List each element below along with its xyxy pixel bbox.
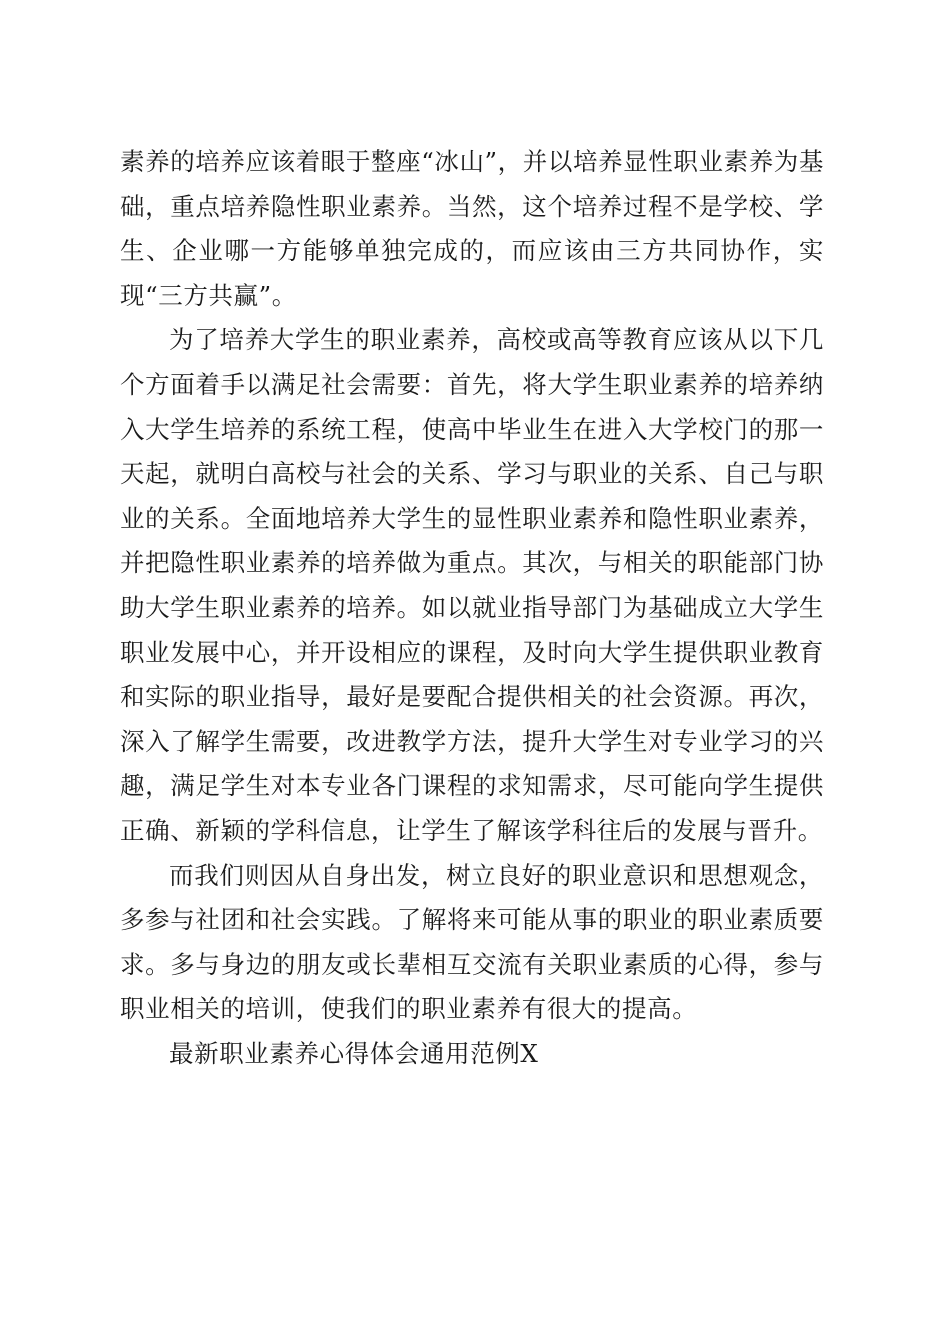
paragraph-self-improvement: 而我们则因从自身出发，树立良好的职业意识和思想观念，多参与社团和社会实践。了解将来可能从事的职业的职业素质要求。多与身边的朋友或长辈相互交流有关职业素质的心得，参与职业相关的培训，使我们的职业素养有很大的提高。: [120, 860, 824, 1024]
document-body: [120, 140, 824, 1076]
paragraph-continuation: 素养的培养应该着眼于整座“冰山”，并以培养显性职业素养为基础，重点培养隐性职业素养。当然，这个培养过程不是学校、学生、企业哪一方能够单独完成的，而应该由三方共同协作，实现“三方共赢”。: [120, 147, 824, 310]
paragraph-university-measures: 为了培养大学生的职业素养，高校或高等教育应该从以下几个方面着手以满足社会需要：首先，将大学生职业素养的培养纳入大学生培养的系统工程，使高中毕业生在进入大学校门的那一天起，就明白高校与社会的关系、学习与职业的关系、自己与职业的关系。全面地培养大学生的显性职业素养和隐性职业素养，并把隐性职业素养的培养做为重点。其次，与相关的职能部门协助大学生职业素养的培养。如以就业指导部门为基础成立大学生职业发展中心，并开设相应的课程，及时向大学生提供职业教育和实际的职业指导，最好是要配合提供相关的社会资源。再次，深入了解学生需要，改进教学方法，提升大学生对专业学习的兴趣，满足学生对本专业各门课程的求知需求，尽可能向学生提供正确、新颖的学科信息，让学生了解该学科往后的发展与晋升。: [120, 325, 824, 845]
next-article-title: 最新职业素养心得体会通用范例X: [169, 1038, 539, 1068]
